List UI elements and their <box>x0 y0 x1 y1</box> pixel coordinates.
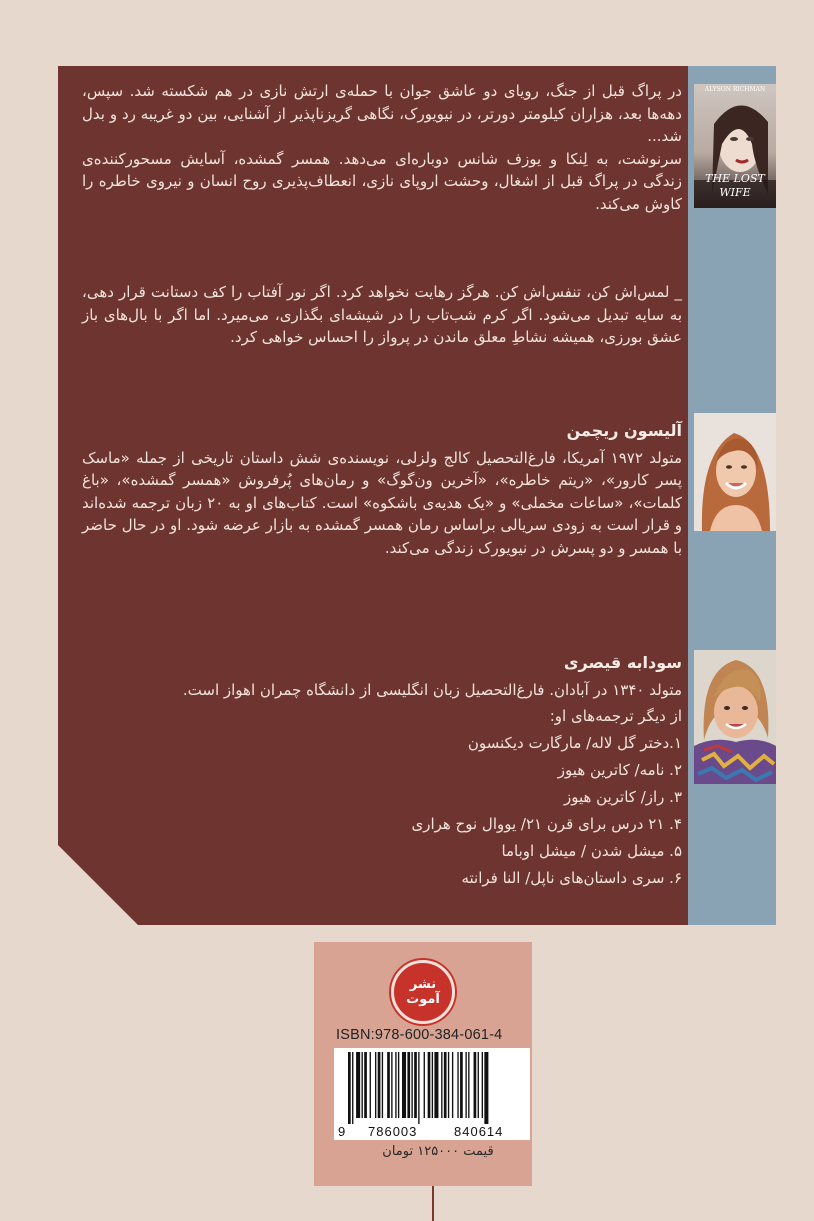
barcode-bar <box>460 1052 463 1118</box>
barcode-bar <box>441 1052 442 1118</box>
quote-text <box>82 281 682 349</box>
translator-section <box>82 652 682 892</box>
translator-works-heading: از دیگر ترجمه‌های او: <box>549 707 682 725</box>
barcode-bar <box>356 1052 360 1118</box>
barcode-bar <box>457 1052 458 1118</box>
barcode-bar <box>478 1052 479 1118</box>
barcode-bar <box>411 1052 412 1118</box>
barcode-digits <box>336 1124 530 1140</box>
thumb-title-1: THE LOST <box>705 172 765 185</box>
barcode-bar <box>407 1052 410 1118</box>
barcode-bar <box>484 1052 488 1124</box>
barcode-bar <box>414 1052 417 1118</box>
barcode-bar <box>391 1052 392 1118</box>
barcode-bar <box>444 1052 447 1118</box>
book-cover-thumbnail-icon <box>694 84 776 208</box>
barcode-lead: 9 <box>338 1124 346 1139</box>
barcode-bar <box>432 1052 433 1118</box>
barcode-bar <box>448 1052 449 1118</box>
author-name: آلیسون ریچمن <box>566 421 682 440</box>
barcode-right: 840614 <box>454 1124 504 1139</box>
list-item: ۵. میشل شدن / میشل اوباما <box>501 841 682 860</box>
barcode-left: 786003 <box>368 1124 418 1139</box>
list-item: ۱.دختر گل لاله/ مارگارت دیکنسون <box>467 733 682 752</box>
barcode-bars-icon <box>334 1048 530 1124</box>
synopsis-para-1: در پراگ قبل از جنگ، رویای دو عاشق جوان با حمله‌ی ارتش نازی در هم شکسته شد. سپس، دهه‌ها بعد، هزاران کیلومتر دورتر، در نیویورک، نگاهی گریزناپذیر از آشنایی، بین دو غریبه رد و بدل شد... <box>82 82 682 145</box>
label-stem <box>432 1186 434 1221</box>
barcode-bar <box>362 1052 363 1118</box>
barcode-bar <box>364 1052 367 1118</box>
translator-portrait-icon <box>694 650 776 784</box>
barcode-bar <box>482 1052 483 1118</box>
synopsis-text <box>82 80 682 215</box>
barcode-bar <box>395 1052 396 1118</box>
barcode-bar <box>465 1052 466 1118</box>
list-item: ۶. سری داستان‌های ناپل/ النا فرانته <box>461 868 682 887</box>
synopsis-quote: _ لمس‌اش کن، تنفس‌اش کن. هرگز رهایت نخواهد کرد. اگر نور آفتاب را کف دستانت قرار دهی، به سایه تبدیل می‌شود. اگر کرم شب‌تاب را در شیشه‌ای بگذاری، می‌میرد. اما اگر با بال‌های باز عشق بورزی، همیشه نشاطِ معلق ماندن در پرواز را احساس خواهی کرد. <box>82 283 682 346</box>
author-portrait-icon <box>694 413 776 531</box>
translator-name: سودابه قیصری <box>563 653 682 672</box>
translator-works-list <box>82 730 682 892</box>
translator-bio: متولد ۱۳۴۰ در آبادان. فارغ‌التحصیل زبان انگلیسی از دانشگاه چمران اهواز است. <box>182 680 682 699</box>
barcode-bar <box>382 1052 383 1118</box>
author-section <box>82 420 682 559</box>
publisher-logo-icon: نشر آموت <box>391 960 455 1024</box>
price-text: قیمت ۱۲۵۰۰۰ تومان <box>382 1144 494 1159</box>
synopsis-para-2: سرنوشت، به لِنکا و یوزف شانس دوباره‌ای می‌دهد. همسر گمشده، آسایش مسحورکننده‌ی زندگی در پراگ قبل از اشغال، وحشت اروپای نازی، انعطاف‌پذیری روح انسان و نیروی خاطره را کاوش می‌کند. <box>82 149 682 213</box>
isbn-number: ISBN:978-600-384-061-4 <box>336 1027 503 1043</box>
author-bio: متولد ۱۹۷۲ آمریکا، فارغ‌التحصیل کالج ولزلی، نویسنده‌ی شش داستان تاریخی از جمله «ماسک پسر کارور»، «ریتم خاطره»، «آخرین ون‌گوگ» و رمان‌های پُرفروش «همسر گمشده»، «باغ کلمات»، «ساعات مخملی» و «یک هدیه‌ی باشکوه» است. کتاب‌های او به ۲۰ زبان ترجمه شده‌اند و قرار است به زودی سریالی براساس رمان همسر گمشده به بازار عرضه شود. او در حال حاضر با همسر و دو پسرش در نیویورک زندگی می‌کند. <box>82 448 682 557</box>
thumb-author: ALYSON RICHMAN <box>704 86 766 93</box>
barcode-bar <box>434 1052 438 1118</box>
list-item: ۲. نامه/ کاترین هیوز <box>557 760 682 779</box>
barcode-bar <box>428 1052 431 1118</box>
barcode-bar <box>468 1052 469 1118</box>
barcode-bar <box>378 1052 381 1118</box>
thumb-title-2: WIFE <box>719 186 751 199</box>
barcode-bar <box>424 1052 425 1118</box>
barcode-bar <box>398 1052 399 1118</box>
barcode-bar <box>418 1052 419 1124</box>
barcode-bar <box>348 1052 351 1124</box>
barcode-bar <box>452 1052 453 1118</box>
barcode-bar <box>474 1052 477 1118</box>
barcode-bar <box>387 1052 390 1118</box>
barcode-bar <box>375 1052 376 1118</box>
barcode-bar <box>402 1052 406 1118</box>
barcode-bar <box>370 1052 371 1118</box>
list-item: ۴. ۲۱ درس برای قرن ۲۱/ یووال نوح هراری <box>411 814 682 833</box>
barcode-bar <box>352 1052 353 1124</box>
list-item: ۳. راز/ کاترین هیوز <box>563 787 682 806</box>
